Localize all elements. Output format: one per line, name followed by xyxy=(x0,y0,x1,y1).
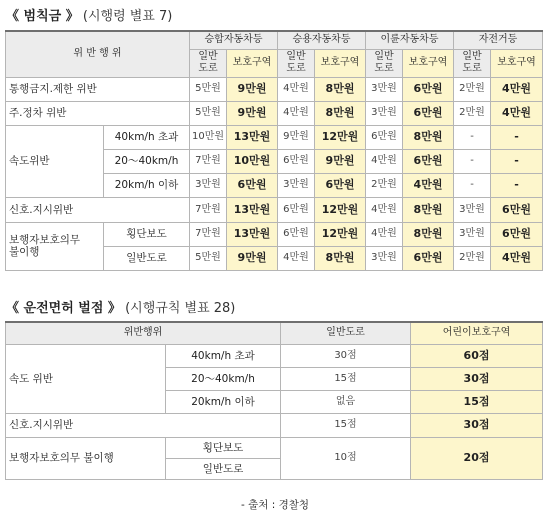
fine-cell: 6만원 xyxy=(278,197,315,222)
fine-cell: 4만원 xyxy=(278,246,315,270)
row-label: 신호.지시위반 xyxy=(6,197,190,222)
fines-heading xyxy=(6,5,172,24)
fines-table xyxy=(5,30,543,271)
vehicle-type-header: 이륜자동차등 xyxy=(366,31,454,49)
fine-cell-zone: 6만원 xyxy=(491,222,543,246)
points-subtitle: (시행규칙 별표 28) xyxy=(125,301,236,316)
fines-header-violation: 위 반 행 위 xyxy=(6,31,190,77)
table-row xyxy=(6,197,543,222)
fine-cell: 7만원 xyxy=(190,149,227,173)
table-row xyxy=(6,344,543,367)
col-general-road: 일반 도로 xyxy=(190,49,227,77)
points-cell: 15점 xyxy=(281,367,411,390)
fine-cell-zone: 4만원 xyxy=(403,173,454,197)
row-sub-label: 20～40km/h xyxy=(166,367,281,390)
fine-cell: - xyxy=(454,149,491,173)
fine-cell-zone: 13만원 xyxy=(227,222,278,246)
fine-cell: 6만원 xyxy=(278,222,315,246)
row-sub-label: 40km/h 초과 xyxy=(104,125,190,149)
row-label: 보행자보호의무 불이행 xyxy=(6,437,166,479)
fine-cell: 4만원 xyxy=(366,149,403,173)
table-row xyxy=(6,222,543,246)
fine-cell-zone: 6만원 xyxy=(403,246,454,270)
fine-cell: 7만원 xyxy=(190,197,227,222)
fine-cell-zone: 12만원 xyxy=(315,125,366,149)
fine-cell-zone: 12만원 xyxy=(315,222,366,246)
fine-cell: 2만원 xyxy=(366,173,403,197)
fine-cell: - xyxy=(454,125,491,149)
fine-cell-zone: 4만원 xyxy=(491,101,543,125)
points-cell: 없음 xyxy=(281,390,411,413)
vehicle-type-header: 승합자동차등 xyxy=(190,31,278,49)
row-sub-label: 20km/h 이하 xyxy=(104,173,190,197)
fine-cell: 5만원 xyxy=(190,77,227,101)
row-label: 속도 위반 xyxy=(6,344,166,413)
col-school-zone: 보호구역 xyxy=(315,49,366,77)
points-header-zone: 어린이보호구역 xyxy=(411,322,543,344)
fine-cell-zone: 9만원 xyxy=(227,77,278,101)
fine-cell-zone: 6만원 xyxy=(491,197,543,222)
fine-cell: 2만원 xyxy=(454,77,491,101)
fine-cell: 2만원 xyxy=(454,246,491,270)
points-cell-zone: 20점 xyxy=(411,437,543,479)
col-school-zone: 보호구역 xyxy=(491,49,543,77)
points-cell-zone: 15점 xyxy=(411,390,543,413)
fine-cell: 3만원 xyxy=(454,197,491,222)
fine-cell-zone: 8만원 xyxy=(403,222,454,246)
fine-cell: 3만원 xyxy=(190,173,227,197)
row-label: 통행금지.제한 위반 xyxy=(6,77,190,101)
points-cell: 15점 xyxy=(281,413,411,437)
row-label: 속도위반 xyxy=(6,125,104,197)
col-school-zone: 보호구역 xyxy=(227,49,278,77)
fine-cell-zone: 10만원 xyxy=(227,149,278,173)
col-general-road: 일반 도로 xyxy=(366,49,403,77)
table-row xyxy=(6,125,543,149)
points-cell-zone: 60점 xyxy=(411,344,543,367)
points-cell-zone: 30점 xyxy=(411,367,543,390)
row-label: 신호.지시위반 xyxy=(6,413,281,437)
fine-cell-zone: 6만원 xyxy=(403,77,454,101)
points-cell: 30점 xyxy=(281,344,411,367)
fine-cell: 2만원 xyxy=(454,101,491,125)
fine-cell-zone: 9만원 xyxy=(315,149,366,173)
fine-cell: 4만원 xyxy=(278,77,315,101)
fine-cell: 3만원 xyxy=(366,246,403,270)
fine-cell-zone: 8만원 xyxy=(403,197,454,222)
fine-cell-zone: 8만원 xyxy=(315,77,366,101)
row-label: 주.정차 위반 xyxy=(6,101,190,125)
row-sub-label: 횡단보도 xyxy=(104,222,190,246)
table-row xyxy=(6,101,543,125)
fine-cell-zone: 9만원 xyxy=(227,101,278,125)
fine-cell: - xyxy=(454,173,491,197)
fine-cell: 5만원 xyxy=(190,246,227,270)
fines-subtitle: (시행령 별표 7) xyxy=(82,9,173,24)
points-heading xyxy=(6,297,235,316)
row-sub-label: 40km/h 초과 xyxy=(166,344,281,367)
fine-cell: 3만원 xyxy=(454,222,491,246)
table-row xyxy=(6,77,543,101)
fine-cell-zone: 13만원 xyxy=(227,125,278,149)
row-sub-label: 일반도로 xyxy=(104,246,190,270)
fine-cell-zone: - xyxy=(491,125,543,149)
fine-cell: 6만원 xyxy=(278,149,315,173)
row-sub-label: 횡단보도 xyxy=(166,437,281,458)
fine-cell-zone: - xyxy=(491,173,543,197)
fine-cell: 3만원 xyxy=(278,173,315,197)
fine-cell-zone: 6만원 xyxy=(315,173,366,197)
fine-cell-zone: 8만원 xyxy=(403,125,454,149)
points-header-violation: 위반행위 xyxy=(6,322,281,344)
fine-cell-zone: 4만원 xyxy=(491,77,543,101)
fine-cell: 3만원 xyxy=(366,101,403,125)
col-school-zone: 보호구역 xyxy=(403,49,454,77)
fine-cell-zone: 12만원 xyxy=(315,197,366,222)
table-row xyxy=(6,413,543,437)
fine-cell: 5만원 xyxy=(190,101,227,125)
fine-cell: 4만원 xyxy=(366,222,403,246)
fine-cell-zone: 13만원 xyxy=(227,197,278,222)
row-sub-label: 20km/h 이하 xyxy=(166,390,281,413)
fine-cell-zone: 8만원 xyxy=(315,246,366,270)
points-cell: 10점 xyxy=(281,437,411,479)
fine-cell-zone: 6만원 xyxy=(227,173,278,197)
fine-cell: 6만원 xyxy=(366,125,403,149)
fine-cell-zone: 6만원 xyxy=(403,101,454,125)
fine-cell: 4만원 xyxy=(278,101,315,125)
row-sub-label: 일반도로 xyxy=(166,458,281,479)
fine-cell-zone: 9만원 xyxy=(227,246,278,270)
row-label: 보행자보호의무 불이행 xyxy=(6,222,104,270)
fine-cell-zone: - xyxy=(491,149,543,173)
vehicle-type-header: 승용자동차등 xyxy=(278,31,366,49)
fine-cell: 3만원 xyxy=(366,77,403,101)
col-general-road: 일반 도로 xyxy=(454,49,491,77)
fine-cell: 4만원 xyxy=(366,197,403,222)
row-sub-label: 20～40km/h xyxy=(104,149,190,173)
vehicle-type-header: 자전거등 xyxy=(454,31,543,49)
table-row xyxy=(6,437,543,458)
fine-cell-zone: 4만원 xyxy=(491,246,543,270)
source-note: - 출처 : 경찰청 xyxy=(240,499,310,511)
col-general-road: 일반 도로 xyxy=(278,49,315,77)
fine-cell-zone: 8만원 xyxy=(315,101,366,125)
points-header-general: 일반도로 xyxy=(281,322,411,344)
fine-cell-zone: 6만원 xyxy=(403,149,454,173)
points-table xyxy=(5,321,543,480)
fines-title: 《 범칙금 》 xyxy=(6,9,79,24)
points-cell-zone: 30점 xyxy=(411,413,543,437)
fine-cell: 9만원 xyxy=(278,125,315,149)
points-title: 《 운전면허 벌점 》 xyxy=(6,301,121,316)
fine-cell: 10만원 xyxy=(190,125,227,149)
fine-cell: 7만원 xyxy=(190,222,227,246)
